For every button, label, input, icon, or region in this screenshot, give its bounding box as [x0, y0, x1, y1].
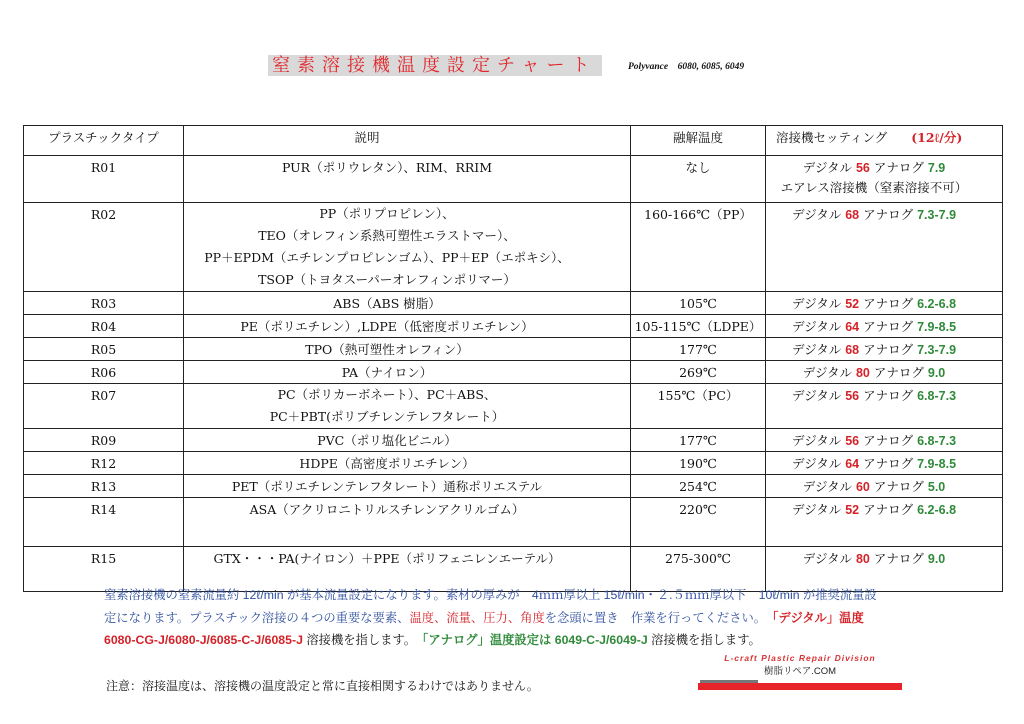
table-row	[24, 338, 1003, 361]
setting-line	[766, 500, 982, 520]
description-cell	[184, 361, 631, 384]
plastic-type-code: R12	[24, 452, 184, 475]
setting-line	[766, 386, 982, 406]
melting-temperature: 190℃	[631, 452, 766, 475]
welder-setting-cell	[766, 498, 1003, 547]
welder-setting-cell	[766, 315, 1003, 338]
table-row	[24, 203, 1003, 292]
plastic-type-code: R07	[24, 384, 184, 429]
analog-label: アナログ	[873, 160, 924, 175]
welder-setting-cell	[766, 384, 1003, 429]
table-row	[24, 498, 1003, 547]
melting-temperature: 177℃	[631, 429, 766, 452]
setting-line	[766, 477, 982, 497]
description-cell	[184, 156, 631, 203]
description-line: PET（ポリエチレンテレフタレート）通称ポリエステル	[231, 479, 543, 494]
setting-line	[766, 158, 982, 178]
melting-temperature: 220℃	[631, 498, 766, 547]
digital-value: 52	[845, 503, 860, 517]
analog-value: 7.9-8.5	[917, 320, 957, 334]
digital-value: 64	[845, 457, 860, 471]
flow-rate-notes	[104, 584, 877, 652]
plastic-type-code: R03	[24, 292, 184, 315]
digital-value: 52	[845, 297, 860, 311]
notes-intro: 定になります。プラスチック溶接の４つの重要な要素、	[104, 610, 410, 625]
description-cell	[184, 452, 631, 475]
description-line: PVC（ポリ塩化ビニル）	[317, 433, 457, 448]
table-row	[24, 429, 1003, 452]
table-row	[24, 156, 1003, 203]
analog-label: アナログ	[863, 296, 914, 311]
table-row	[24, 315, 1003, 338]
key-factors: 温度、流量、圧力、角度	[409, 610, 545, 625]
plastic-type-code: R09	[24, 429, 184, 452]
digital-heading: 「デジタル」温度	[759, 610, 864, 625]
digital-value: 64	[845, 320, 860, 334]
digital-label: デジタル	[802, 365, 852, 380]
digital-value: 56	[845, 434, 860, 448]
table-header-row	[24, 126, 1003, 156]
setting-line	[766, 363, 982, 383]
analog-label: アナログ	[863, 207, 914, 222]
analog-label: アナログ	[863, 456, 914, 471]
welder-setting-cell	[766, 452, 1003, 475]
analog-label: アナログ	[873, 551, 924, 566]
digital-label: デジタル	[791, 207, 842, 222]
melting-temperature: 269℃	[631, 361, 766, 384]
header-setting-label: 溶接機セッティング	[776, 130, 888, 145]
setting-line	[766, 205, 982, 225]
plastic-type-code: R15	[24, 547, 184, 592]
digital-value: 56	[845, 389, 860, 403]
logo-site-text: 樹脂リペア.COM	[763, 666, 837, 677]
digital-label: デジタル	[791, 502, 842, 517]
digital-label: デジタル	[791, 342, 842, 357]
description-line: PE（ポリエチレン）,LDPE（低密度ポリエチレン）	[240, 319, 534, 334]
setting-line	[766, 340, 982, 360]
notes-line	[104, 607, 877, 630]
header-welder-setting	[766, 126, 1003, 156]
description-line: PC（ポリカーボネート）、PC＋ABS、	[277, 387, 497, 402]
description-cell	[184, 315, 631, 338]
melting-temperature: 105-115℃（LDPE）	[631, 315, 766, 338]
analog-value: 6.8-7.3	[917, 389, 957, 403]
description-line: PP（ポリプロピレン）、	[319, 206, 455, 221]
plastic-type-code: R01	[24, 156, 184, 203]
description-cell	[184, 498, 631, 547]
digital-value: 68	[845, 208, 860, 222]
analog-label: アナログ	[863, 388, 914, 403]
page-title: 窒素溶接機温度設定チャート	[268, 55, 602, 76]
description-line: PA（ナイロン）	[341, 365, 433, 380]
temperature-chart-table	[23, 125, 1003, 592]
welder-setting-cell	[766, 429, 1003, 452]
notes-line	[104, 629, 877, 652]
description-cell	[184, 475, 631, 498]
melting-temperature: 160-166℃（PP）	[631, 203, 766, 292]
plastic-type-code: R02	[24, 203, 184, 292]
header-description: 説明	[184, 126, 631, 156]
digital-label: デジタル	[802, 551, 852, 566]
description-line: PUR（ポリウレタン）、RIM、RRIM	[281, 160, 493, 175]
model-subtitle: Polyvance 6080, 6085, 6049	[628, 62, 745, 72]
digital-value: 68	[845, 343, 860, 357]
digital-label: デジタル	[802, 479, 852, 494]
description-line: HDPE（高密度ポリエチレン）	[299, 456, 475, 471]
l-craft-logo	[698, 653, 902, 693]
analog-label: アナログ	[863, 319, 914, 334]
plastic-type-code: R14	[24, 498, 184, 547]
welder-setting-cell	[766, 203, 1003, 292]
analog-value: 6.2-6.8	[917, 297, 957, 311]
table-row	[24, 361, 1003, 384]
logo-brand-text: L-craft Plastic Repair Division	[724, 653, 876, 663]
description-line: TPO（熱可塑性オレフィン）	[305, 342, 469, 357]
welder-setting-cell	[766, 292, 1003, 315]
welder-setting-cell	[766, 156, 1003, 203]
description-cell	[184, 292, 631, 315]
table-row	[24, 475, 1003, 498]
digital-label: デジタル	[791, 296, 842, 311]
analog-suffix: 溶接機を指します。	[647, 633, 761, 647]
header-flow-rate: (12ℓ/分)	[911, 130, 963, 145]
melting-temperature: 275-300℃	[631, 547, 766, 592]
analog-value: 7.9	[927, 161, 946, 175]
setting-line	[766, 549, 982, 569]
plastic-type-code: R04	[24, 315, 184, 338]
melting-temperature: なし	[631, 156, 766, 203]
melting-temperature: 177℃	[631, 338, 766, 361]
description-line: TEO（オレフィン系熱可塑性エラストマー）、	[258, 228, 516, 243]
digital-label: デジタル	[791, 456, 842, 471]
melting-temperature: 155℃（PC）	[631, 384, 766, 429]
table-row	[24, 292, 1003, 315]
description-line: ABS（ABS 樹脂）	[333, 296, 441, 311]
setting-line	[766, 317, 982, 337]
digital-label: デジタル	[802, 160, 852, 175]
digital-label: デジタル	[791, 433, 842, 448]
setting-line	[766, 294, 982, 314]
analog-label: アナログ	[863, 433, 914, 448]
logo-red-bar	[698, 683, 902, 690]
setting-line	[766, 431, 982, 451]
description-cell	[184, 203, 631, 292]
caution-note: 注意：溶接温度は、溶接機の温度設定と常に直接相関するわけではありません。	[106, 679, 539, 693]
analog-value: 7.3-7.9	[917, 343, 957, 357]
analog-value: 7.3-7.9	[917, 208, 957, 222]
plastic-type-code: R06	[24, 361, 184, 384]
digital-value: 80	[855, 552, 870, 566]
header-melting-temperature: 融解温度	[631, 126, 766, 156]
analog-label: アナログ	[863, 502, 914, 517]
description-line: GTX・・・PA(ナイロン）＋PPE（ポリフェニレンエーテル）	[213, 551, 561, 566]
table-row	[24, 384, 1003, 429]
analog-value: 9.0	[927, 552, 946, 566]
plastic-type-code: R13	[24, 475, 184, 498]
analog-label: アナログ	[873, 365, 924, 380]
plastic-type-code: R05	[24, 338, 184, 361]
analog-value: 7.9-8.5	[917, 457, 957, 471]
digital-models: 6080-CG-J/6080-J/6085-C-J/6085-J	[104, 633, 303, 647]
analog-value: 9.0	[927, 366, 946, 380]
table-row	[24, 452, 1003, 475]
description-line: TSOP（トヨタスーパーオレフィンポリマー）	[258, 272, 516, 287]
welder-setting-cell	[766, 361, 1003, 384]
setting-line	[766, 454, 982, 474]
notes-line	[104, 584, 877, 607]
digital-label: デジタル	[791, 319, 842, 334]
digital-value: 60	[855, 480, 870, 494]
digital-label: デジタル	[791, 388, 842, 403]
analog-label: アナログ	[863, 342, 914, 357]
setting-note: エアレス溶接機（窒素溶接不可）	[780, 180, 968, 195]
description-cell	[184, 429, 631, 452]
welder-setting-cell	[766, 475, 1003, 498]
header-plastic-type: プラスチックタイプ	[24, 126, 184, 156]
digital-value: 56	[855, 161, 870, 175]
description-line: PP＋EPDM（エチレンプロピレンゴム）、PP＋EP（エポキシ）、	[204, 250, 570, 265]
melting-temperature: 105℃	[631, 292, 766, 315]
analog-heading: 「アナログ」温度設定は 6049-C-J/6049-J	[409, 633, 648, 647]
digital-suffix: 溶接機を指します。	[302, 633, 410, 647]
description-line: ASA（アクリロニトリルスチレンアクリルゴム）	[249, 502, 525, 517]
analog-value: 6.8-7.3	[917, 434, 957, 448]
description-cell	[184, 384, 631, 429]
flow-rate-note: 窒素溶接機の窒素流量約 12ℓ/min が基本流量設定になります。素材の厚みが 4ｍｍ厚以上 15ℓ/min・２.５ｍｍ厚以下 10ℓ/min が推奨流量設	[104, 588, 877, 602]
melting-temperature: 254℃	[631, 475, 766, 498]
notes-instruction: を念頭に置き 作業を行ってください。	[544, 610, 760, 625]
digital-value: 80	[855, 366, 870, 380]
description-cell	[184, 338, 631, 361]
analog-value: 6.2-6.8	[917, 503, 957, 517]
analog-label: アナログ	[873, 479, 924, 494]
description-line: PC＋PBT(ポリブチレンテレフタレート）	[269, 409, 505, 424]
welder-setting-cell	[766, 338, 1003, 361]
analog-value: 5.0	[927, 480, 946, 494]
